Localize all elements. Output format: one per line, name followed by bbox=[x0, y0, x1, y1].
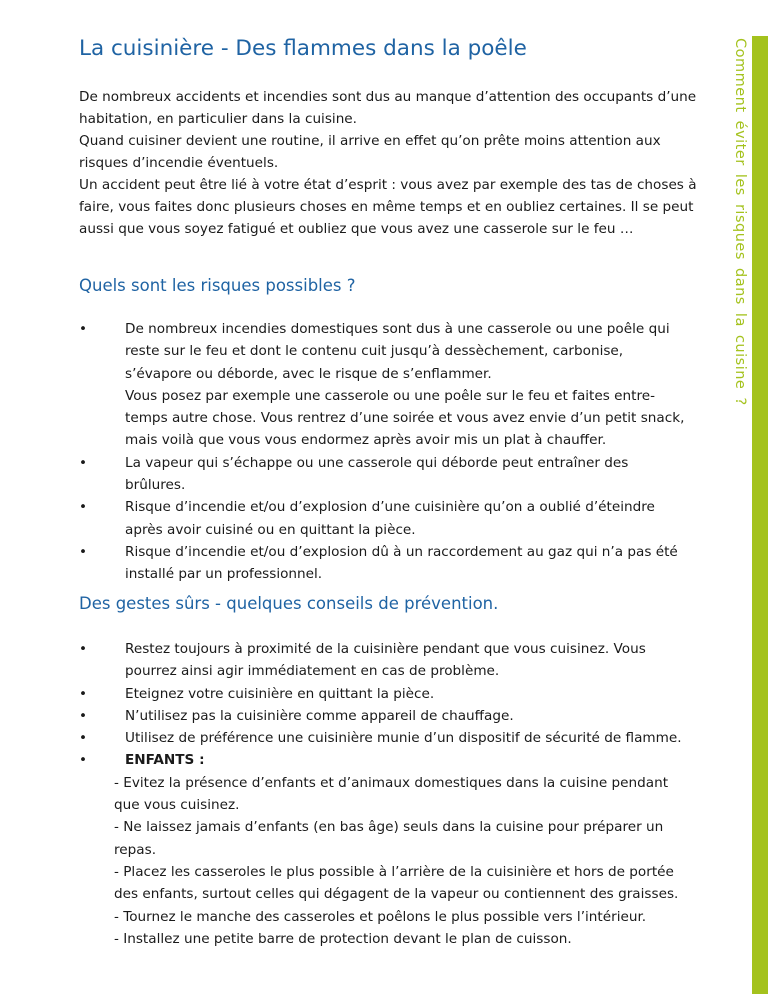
risk-extra: Vous posez par exemple une casserole ou une poêle sur le feu et faites entre-temps autre chose. Vous rentrez d’une soirée et vous avez envie d’un petit snack, mais voilà que vous vous endormez après avoir mis un plat à chauffer. bbox=[125, 387, 685, 449]
intro-paragraph: Un accident peut être lié à votre état d’esprit : vous avez par exemple des tas de choses à faire, vous faites donc plusieurs choses en même temps et en oubliez certaines. Il se peut aussi que vous soyez fatigué et oubliez que vous avez une casserole sur le feu … bbox=[79, 177, 697, 237]
bullet-icon: • bbox=[79, 730, 88, 747]
intro-paragraph: De nombreux accidents et incendies sont dus au manque d’attention des occupants d’une habitation, en particulier dans la cuisine. bbox=[79, 89, 697, 127]
list-item bbox=[79, 683, 689, 705]
risk-text: Risque d’incendie et/ou d’explosion d’une cuisinière qu’on a oublié d’éteindre après avoir cuisiné ou en quittant la pièce. bbox=[125, 499, 655, 538]
bullet-icon: • bbox=[79, 685, 88, 702]
bullet-icon: • bbox=[79, 641, 88, 657]
risks-heading: Quels sont les risques possibles ? bbox=[79, 276, 356, 295]
list-item bbox=[79, 452, 689, 497]
list-item bbox=[79, 541, 689, 586]
kids-line: - Tournez le manche des casseroles et poêlons le plus possible vers l’intérieur. bbox=[114, 908, 647, 925]
risk-text: La vapeur qui s’échappe ou une casserole qui déborde peut entraîner des brûlures. bbox=[125, 454, 629, 494]
list-item bbox=[79, 638, 689, 683]
bullet-icon: • bbox=[79, 707, 88, 724]
sidebar-accent-bar bbox=[752, 36, 768, 994]
kids-line: - Installez une petite barre de protection devant le plan de cuisson. bbox=[114, 930, 572, 947]
kids-label: ENFANTS : bbox=[125, 752, 205, 769]
risks-list bbox=[79, 318, 689, 586]
bullet-icon: • bbox=[79, 752, 88, 769]
sidebar-label: Comment éviter les risques dans la cuisine ? bbox=[732, 38, 748, 406]
bullet-icon: • bbox=[79, 543, 88, 560]
prevention-text: Restez toujours à proximité de la cuisinière pendant que vous cuisinez. Vous pourrez ainsi agir immédiatement en cas de problème. bbox=[125, 641, 646, 680]
list-item bbox=[79, 749, 689, 950]
risk-text: De nombreux incendies domestiques sont dus à une casserole ou une poêle qui reste sur le feu et dont le contenu cuit jusqu’à dessèchement, carbonise, s’évapore ou déborde, avec le risque de s’enflammer. bbox=[125, 321, 670, 382]
list-item bbox=[79, 705, 689, 727]
list-item bbox=[79, 727, 689, 749]
prevention-text: Utilisez de préférence une cuisinière munie d’un dispositif de sécurité de flamme. bbox=[125, 730, 682, 747]
intro-section bbox=[79, 86, 697, 240]
list-item bbox=[79, 496, 689, 541]
kids-line: - Evitez la présence d’enfants et d’animaux domestiques dans la cuisine pendant que vous cuisinez. bbox=[114, 774, 669, 814]
kids-line: - Ne laissez jamais d’enfants (en bas âge) seuls dans la cuisine pour préparer un repas. bbox=[114, 819, 664, 858]
risk-text: Risque d’incendie et/ou d’explosion dû à un raccordement au gaz qui n’a pas été installé par un professionnel. bbox=[125, 543, 678, 583]
kids-advice bbox=[114, 772, 689, 950]
kids-line: - Placez les casseroles le plus possible à l’arrière de la cuisinière et hors de portée des enfants, surtout celles qui dégagent de la vapeur ou contiennent des graisses. bbox=[114, 863, 679, 903]
intro-paragraph: Quand cuisiner devient une routine, il arrive en effet qu’on prête moins attention aux risques d’incendie éventuels. bbox=[79, 133, 661, 171]
bullet-icon: • bbox=[79, 499, 88, 516]
list-item bbox=[79, 318, 689, 452]
prevention-heading: Des gestes sûrs - quelques conseils de prévention. bbox=[79, 594, 499, 613]
prevention-text: Eteignez votre cuisinière en quittant la pièce. bbox=[125, 685, 435, 702]
prevention-text: N’utilisez pas la cuisinière comme appareil de chauffage. bbox=[125, 707, 514, 724]
bullet-icon: • bbox=[79, 321, 88, 337]
bullet-icon: • bbox=[79, 454, 88, 471]
prevention-list bbox=[79, 638, 689, 950]
page-title: La cuisinière - Des flammes dans la poêle bbox=[79, 36, 527, 61]
